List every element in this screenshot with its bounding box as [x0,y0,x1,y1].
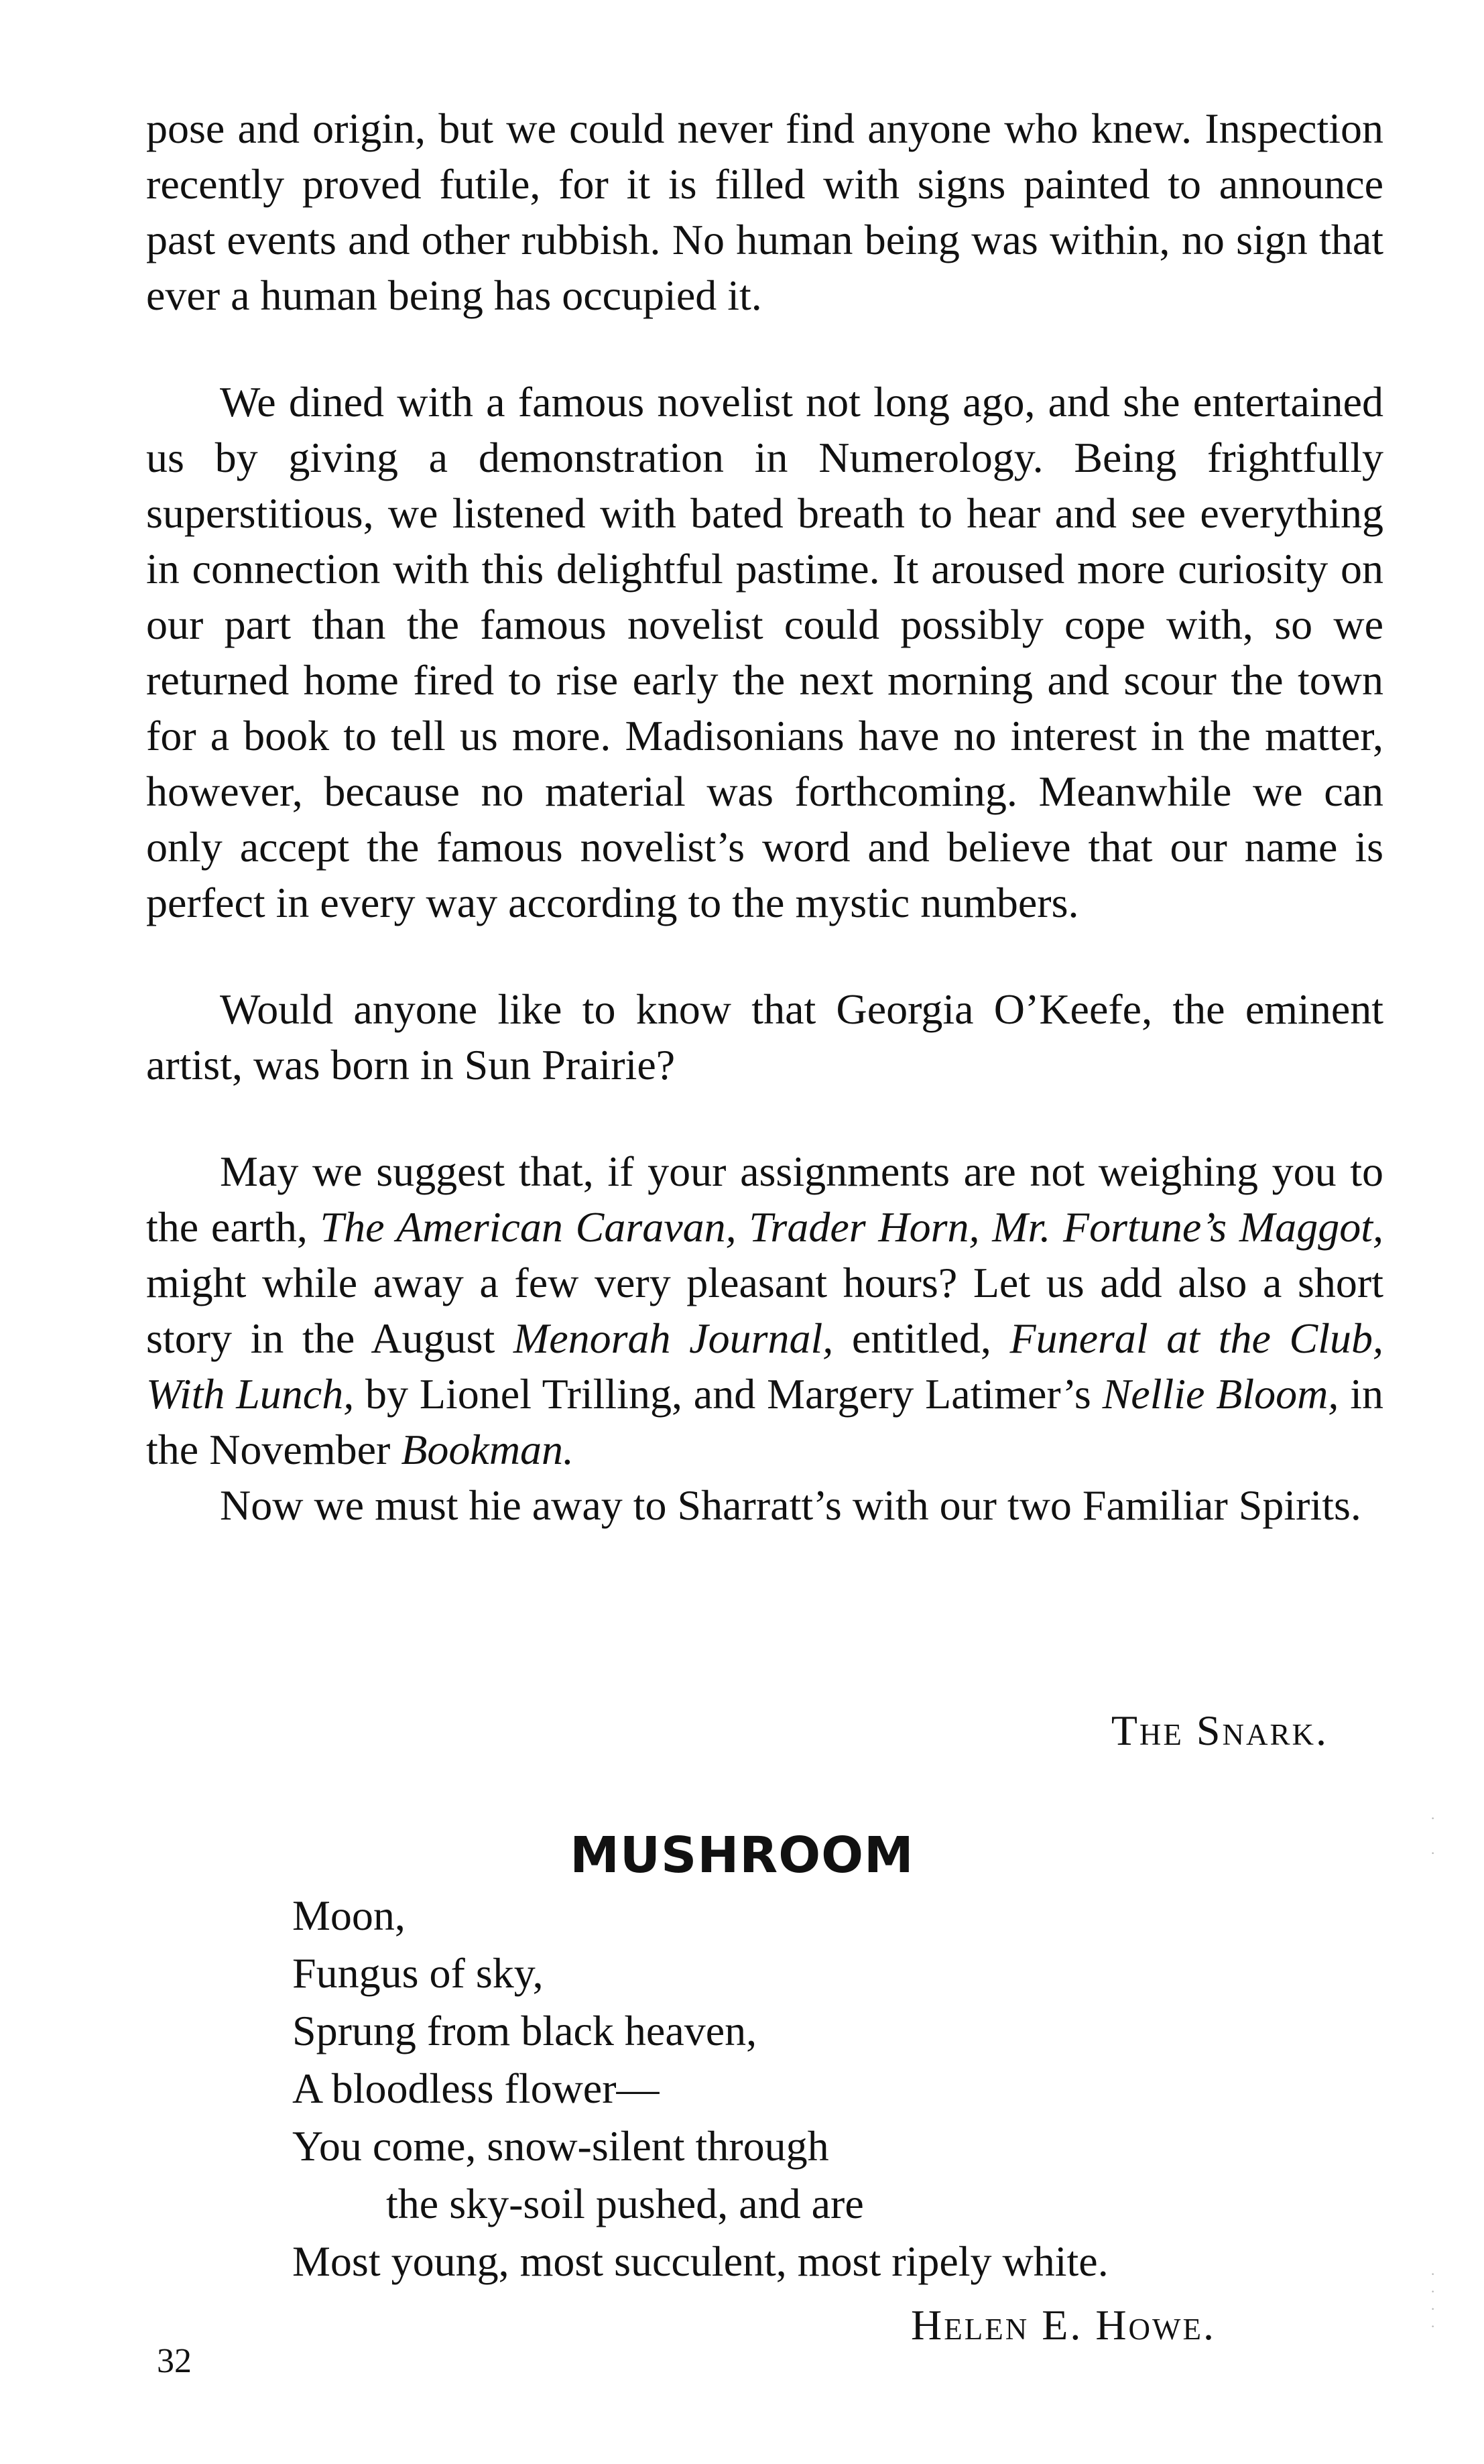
paragraph-closing: Now we must hie away to Sharratt’s with our two Familiar Spirits. [220,1481,1361,1529]
poem-line: Most young, most succulent, most ripely white. [292,2237,1109,2285]
suggestion-mid-2: entitled, [833,1314,1010,1362]
margin-speck-decoration-lower: · · · · [1430,2266,1436,2335]
suggestion-mid-4: in the November [146,1370,1384,1473]
suggestion-mid-3: by Lionel Trilling, and Margery Latimer’s [354,1370,1103,1418]
story-title-funeral-at-the-club: Funeral at the Club, With Lunch, [146,1314,1384,1418]
story-title-nellie-bloom: Nellie Bloom, [1102,1370,1339,1418]
suggestion-lead: May we suggest that, if your assignments are not weighing you to the earth, [146,1148,1383,1251]
poem-line-indented: the sky-soil pushed, and are [386,2180,864,2227]
magazine-title-bookman: Bookman. [401,1426,574,1473]
paragraph-origin: pose and origin, but we could never find anyone who knew. Inspection recently proved futile, for it is filled with signs painted to announce past events and other rubbish. No human being was within, no sign that ever a human being has occupied it. [146,105,1383,319]
book-title-menorah-journal: Menorah Journal, [513,1314,834,1362]
page-number: 32 [157,2342,192,2380]
paragraph-okeefe: Would anyone like to know that Georgia O’Keefe, the eminent artist, was born in Sun Prairie? [146,985,1383,1089]
suggestion-mid-1: might while away a few very pleasant hours? Let us add also a short story in the August [146,1259,1383,1362]
signature-the-snark: The Snark. [1111,1707,1328,1754]
poem-body [292,1887,1109,2290]
paragraph-suggestion [146,1144,1383,1477]
signature-helen-e-howe: Helen E. Howe. [911,2301,1216,2349]
poem-line: Fungus of sky, [292,1949,544,1997]
poem-title: MUSHROOM [570,1827,914,1884]
margin-speck-decoration: · · [1430,1810,1436,1861]
poem-line: Sprung from black heaven, [292,2007,757,2054]
paragraph-numerology: We dined with a famous novelist not long ago, and she entertained us by giving a demonstration in Numerology. Being frightfully superstitious, we listened with bated breath to hear and see everything in connection with this delightful pastime. It aroused more curiosity on our part than the famous novelist could possibly cope with, so we returned home fired to rise early the next morning and scour the town for a book to tell us more. Madisonians have no interest in the matter, however, because no material was forthcoming. Meanwhile we can only accept the famous novelist’s word and believe that our name is perfect in every way according to the mystic numbers. [146,378,1383,926]
poem-line: You come, snow-silent through [292,2122,829,2170]
prose-body [146,101,1383,1533]
poem-line: Moon, [292,1892,406,1939]
book-titles-caravan-horn-maggot: The American Caravan, Trader Horn, Mr. Fortune’s Maggot, [320,1203,1383,1251]
poem-line: A bloodless flower— [292,2065,660,2112]
